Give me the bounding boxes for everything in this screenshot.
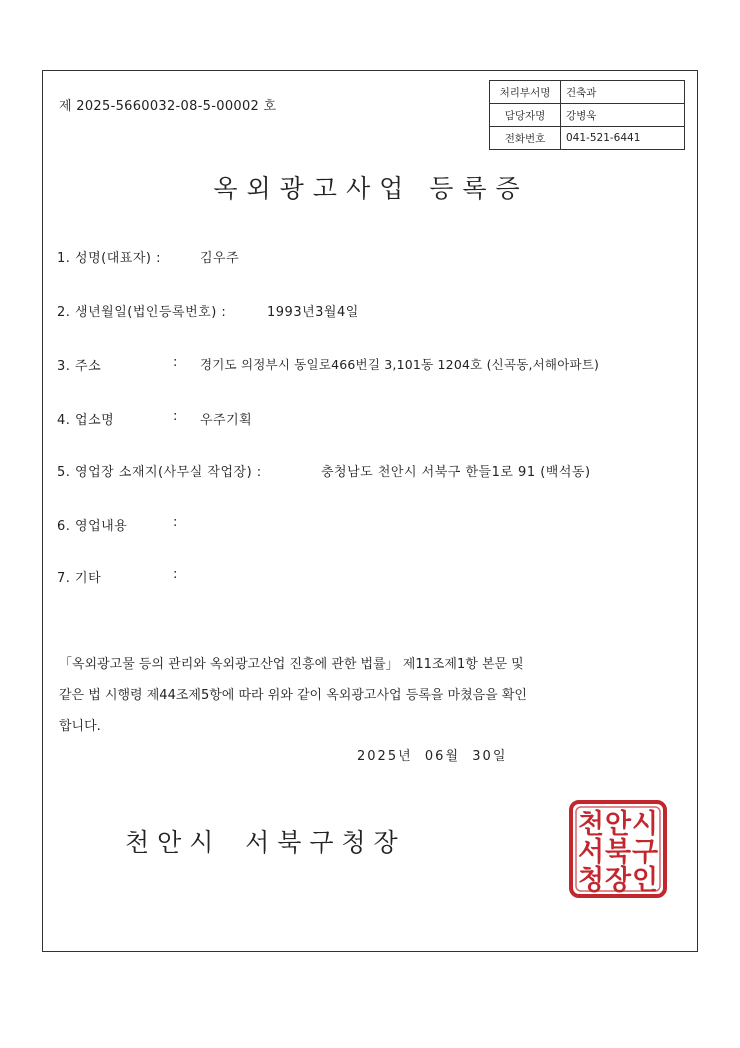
svg-text:서: 서 (577, 837, 605, 868)
svg-text:장: 장 (604, 865, 632, 896)
issue-date: 2025년 06월 30일 (357, 749, 508, 764)
field-other-label: 7. 기타 (57, 571, 102, 586)
registration-number: 제 2025-5660032-08-5-00002 호 (59, 99, 277, 114)
issuer-name: 천 안 시 서 북 구 청 장 (125, 828, 398, 857)
field-business-name-label: 4. 업소명 (57, 413, 115, 428)
confirmation-line: 「옥외광고물 등의 관리와 옥외광고산업 진흥에 관한 법률」 제11조제1항 본문 및 (59, 657, 524, 672)
info-row (490, 104, 685, 127)
field-birthdate-label: 2. 생년월일(법인등록번호) : (57, 305, 227, 320)
field-other-colon: : (173, 567, 178, 582)
svg-text:시: 시 (631, 809, 659, 840)
svg-text:인: 인 (631, 865, 659, 896)
field-representative-value: 김우주 (200, 251, 240, 266)
info-label: 담당자명 (490, 104, 561, 127)
field-birthdate-value: 1993년3월4일 (267, 305, 359, 320)
field-representative-label: 1. 성명(대표자) : (57, 251, 161, 266)
info-value: 041-521-6441 (561, 127, 685, 150)
confirmation-statement (59, 649, 659, 742)
field-business-content-label: 6. 영업내용 (57, 519, 128, 534)
info-label: 처리부서명 (490, 81, 561, 104)
svg-text:청: 청 (577, 865, 605, 896)
confirmation-line: 합니다. (59, 719, 101, 734)
field-business-name-colon: : (173, 409, 178, 424)
registration-certificate (42, 70, 698, 952)
field-business-content-colon: : (173, 515, 178, 530)
field-address-value: 경기도 의정부시 동일로466번길 3,101동 1204호 (신곡동,서해아파트) (200, 357, 600, 372)
field-business-name-value: 우주기획 (200, 413, 253, 428)
department-info-table (489, 80, 685, 150)
document-title: 옥외광고사업 등록증 (213, 174, 529, 203)
svg-text:천: 천 (577, 809, 605, 840)
field-business-location-value: 충청남도 천안시 서북구 한들1로 91 (백석동) (321, 465, 591, 480)
field-address-colon: : (173, 355, 178, 370)
info-row (490, 81, 685, 104)
svg-text:구: 구 (631, 837, 659, 868)
svg-text:안: 안 (604, 809, 632, 840)
field-address-label: 3. 주소 (57, 359, 102, 374)
info-value: 강병욱 (561, 104, 685, 127)
info-row (490, 127, 685, 150)
field-business-location-label: 5. 영업장 소재지(사무실 작업장) : (57, 465, 262, 480)
official-seal (568, 799, 668, 899)
info-label: 전화번호 (490, 127, 561, 150)
svg-text:북: 북 (604, 837, 632, 868)
info-value: 건축과 (561, 81, 685, 104)
confirmation-line: 같은 법 시행령 제44조제5항에 따라 위와 같이 옥외광고사업 등록을 마쳤음을 확인 (59, 688, 527, 703)
